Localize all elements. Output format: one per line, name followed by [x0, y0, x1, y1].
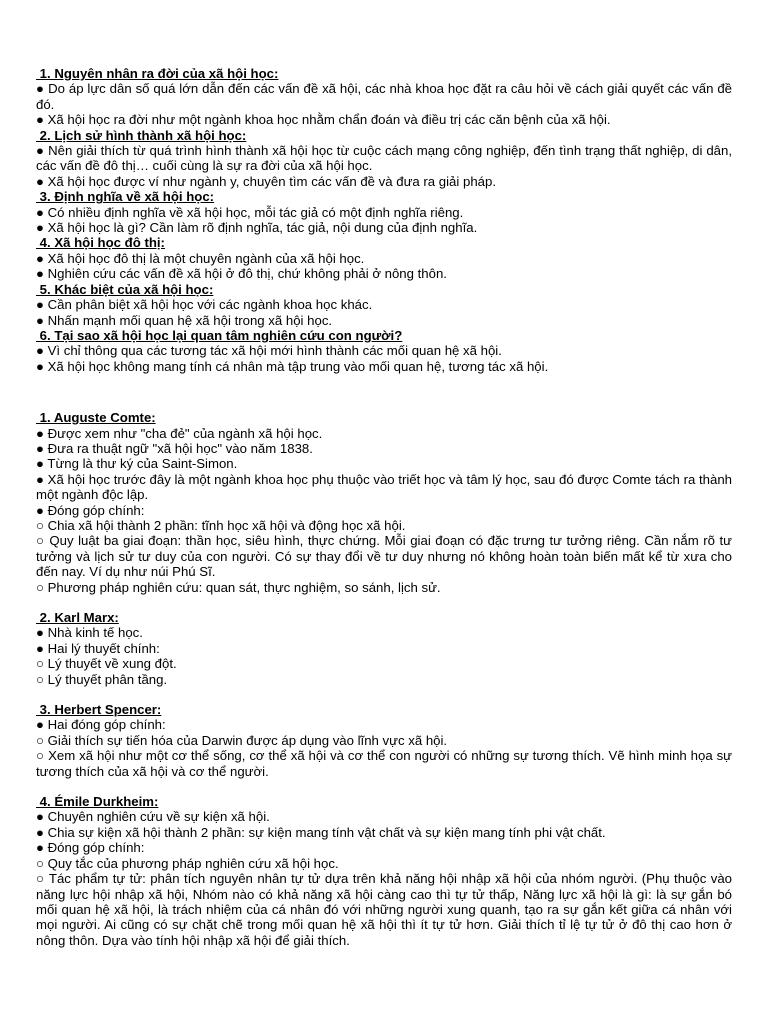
section-heading: 1. Auguste Comte: — [36, 410, 156, 426]
bullet-line: ● Chia sự kiện xã hội thành 2 phần: sự kiện mang tính vật chất và sự kiện mang tính phi vật chất. — [36, 824, 606, 840]
bullet-line: ● Do áp lực dân số quá lớn dẫn đến các vấn đề xã hội, các nhà khoa học đặt ra câu hỏi về cách giải quyết các vấn đề đó. — [36, 81, 732, 112]
section-heading: 2. Lịch sử hình thành xã hội học: — [36, 127, 247, 143]
bullet-line: ○ Lý thuyết về xung đột. — [36, 656, 177, 672]
section-gap — [36, 779, 732, 794]
section-heading: 2. Karl Marx: — [36, 610, 119, 625]
bullet-line: ● Được xem như "cha đẻ" của ngành xã hội học. — [36, 425, 323, 441]
section-heading: 4. Xã hội học đô thị: — [36, 235, 165, 251]
bullet-line: ○ Chia xã hội thành 2 phần: tĩnh học xã hội và động học xã hội. — [36, 517, 406, 533]
section-gap — [36, 687, 732, 702]
bullet-line: ● Cần phân biệt xã hội học với các ngành khoa học khác. — [36, 297, 373, 313]
section-gap — [36, 595, 732, 610]
bullet-line: ● Đưa ra thuật ngữ "xã hội học" vào năm 1838. — [36, 440, 313, 456]
bullet-line: ● Xã hội học ra đời như một ngành khoa học nhằm chẩn đoán và điều trị các căn bệnh của xã hội. — [36, 112, 611, 128]
bullet-line: ● Vì chỉ thông qua các tương tác xã hội mới hình thành các mối quan hệ xã hội. — [36, 343, 502, 359]
bullet-line: ● Xã hội học được ví như ngành y, chuyên tìm các vấn đề và đưa ra giải pháp. — [36, 173, 496, 189]
document-body — [36, 66, 732, 948]
part-two-sections — [36, 410, 732, 948]
section-heading: 6. Tại sao xã hội học lại quan tâm nghiên cứu con người? — [36, 327, 403, 343]
bullet-line: ● Từng là thư ký của Saint-Simon. — [36, 456, 238, 472]
section — [36, 189, 732, 235]
bullet-line: ● Có nhiều định nghĩa về xã hội học, mỗi tác giả có một định nghĩa riêng. — [36, 204, 464, 220]
bullet-line: ● Hai đóng góp chính: — [36, 717, 166, 733]
bullet-line: ● Nghiên cứu các vấn đề xã hội ở đô thị, chứ không phải ở nông thôn. — [36, 266, 447, 282]
section — [36, 610, 732, 687]
bullet-line: ○ Lý thuyết phân tầng. — [36, 671, 168, 687]
bullet-line: ○ Xem xã hội như một cơ thể sống, cơ thể xã hội và cơ thể con người có những sự tương thích. Vẽ hình minh họa sự tương thích của xã hội và cơ thể người. — [36, 748, 732, 779]
bullet-line: ○ Quy luật ba giai đoạn: thần học, siêu hình, thực chứng. Mỗi giai đoạn có đặc trưng tư tưởng riêng. Cần nắm rõ tư tưởng và lịch sử tư duy của con người. Có sự thay đổi về tư duy nhưng nó không hoàn toàn biến mất kể từ xưa cho đến nay. Ví dụ như núi Phú Sĩ. — [36, 533, 732, 580]
section-heading: 3. Định nghĩa về xã hội học: — [36, 189, 215, 205]
bullet-line: ○ Quy tắc của phương pháp nghiên cứu xã hội học. — [36, 855, 339, 871]
bullet-line: ● Xã hội học là gì? Cần làm rõ định nghĩa, tác giả, nội dung của định nghĩa. — [36, 220, 478, 236]
section — [36, 235, 732, 281]
section — [36, 328, 732, 374]
bullet-line: ● Xã hội học đô thị là một chuyên ngành của xã hội học. — [36, 250, 365, 266]
section-heading: 4. Émile Durkheim: — [36, 794, 159, 810]
bullet-line: ● Nhà kinh tế học. — [36, 625, 143, 641]
section-heading: 5. Khác biệt của xã hội học: — [36, 281, 214, 297]
section — [36, 410, 732, 595]
bullet-line: ● Xã hội học trước đây là một ngành khoa học phụ thuộc vào triết học và tâm lý học, sau đó được Comte tách ra thành một ngành độc lập. — [36, 471, 732, 503]
part-one-sections — [36, 66, 732, 374]
part-separator — [36, 374, 732, 410]
bullet-line: ● Nên giải thích từ quá trình hình thành xã hội học từ cuộc cách mạng công nghiệp, đến tình trạng thất nghiệp, di dân, các vấn đề đô thị… cuối cùng là sự ra đời của xã hội học. — [36, 143, 732, 174]
section — [36, 282, 732, 328]
bullet-line: ● Đóng góp chính: — [36, 840, 145, 856]
bullet-line: ● Đóng góp chính: — [36, 502, 145, 518]
section — [36, 128, 732, 190]
section-heading: 3. Herbert Spencer: — [36, 702, 162, 718]
section — [36, 66, 732, 128]
bullet-line: ● Nhấn mạnh mối quan hệ xã hội trong xã hội học. — [36, 312, 333, 328]
bullet-line: ● Xã hội học không mang tính cá nhân mà tập trung vào mối quan hệ, tương tác xã hội. — [36, 358, 549, 374]
bullet-line: ● Hai lý thuyết chính: — [36, 640, 160, 656]
bullet-line: ○ Phương pháp nghiên cứu: quan sát, thực nghiệm, so sánh, lịch sử. — [36, 579, 441, 595]
section — [36, 702, 732, 779]
section — [36, 794, 732, 948]
bullet-line: ○ Giải thích sự tiến hóa của Darwin được áp dụng vào lĩnh vực xã hội. — [36, 732, 448, 748]
bullet-line: ● Chuyên nghiên cứu về sự kiện xã hội. — [36, 809, 270, 825]
section-heading: 1. Nguyên nhân ra đời của xã hội học: — [36, 66, 279, 81]
bullet-line: ○ Tác phẩm tự tử: phân tích nguyên nhân tự tử dựa trên khả năng hội nhập xã hội của nhóm người. (Phụ thuộc vào năng lực hội nhập xã hội, Nhóm nào có khả năng xã hội càng cao thì tự tử thấp, Năng lực xã hội là gì: là sự gắn bó mối quan hệ xã hội, là trách nhiệm của cá nhân đó với những người xung quanh, tạo ra sự gắn kết giữa cá nhân với mọi người. Ai cũng có sự chặt chẽ trong mối quan hệ xã hội thì ít tự tử hơn. Giải thích tỉ lệ tự tử ở đô thị cao hơn ở nông thôn. Dựa vào tính hội nhập xã hội để giải thích. — [36, 871, 732, 948]
